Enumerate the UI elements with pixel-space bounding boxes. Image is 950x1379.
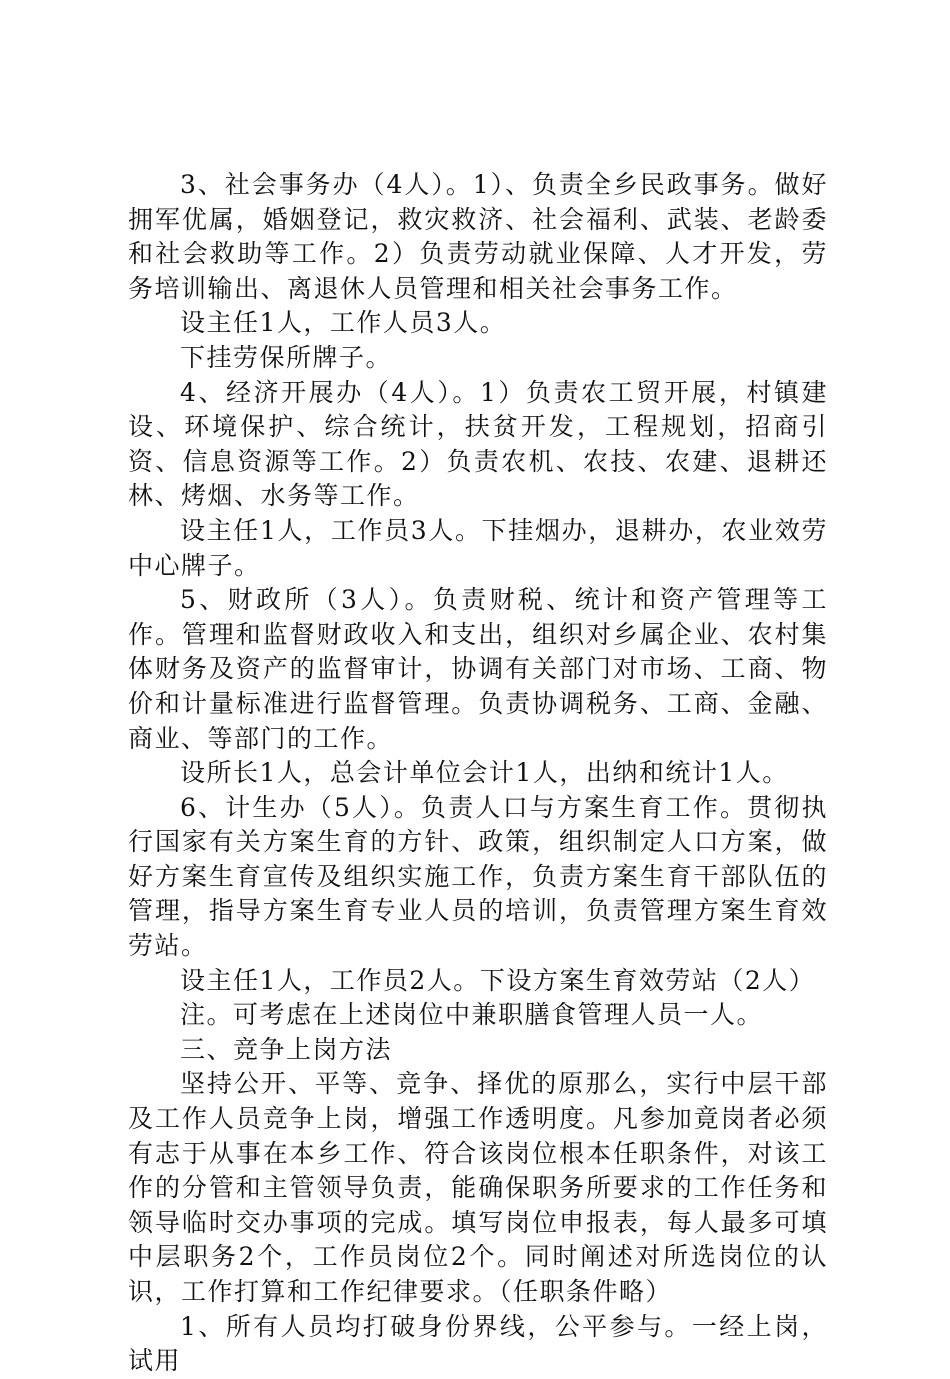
paragraph-economic-development-office: 4、经济开展办（4人）。1）负责农工贸开展，村镇建设、环境保护、综合统计，扶贫开发，工程规划，招商引资、信息资源等工作。2）负责农机、农技、农建、退耕还林、烤烟、水务等工作。 — [128, 377, 828, 511]
paragraph-finance-office: 5、财政所（3人）。负责财税、统计和资产管理等工作。管理和监督财政收入和支出，组织对乡属企业、农村集体财务及资产的监督审计，协调有关部门对市场、工商、物价和计量标准进行监督管理。负责协调税务、工商、金融、商业、等部门的工作。 — [128, 585, 828, 753]
paragraph-economic-development-staffing: 设主任1人，工作员3人。下挂烟办，退耕办，农业效劳中心牌子。 — [128, 515, 828, 580]
paragraph-note: 注。可考虑在上述岗位中兼职膳食管理人员一人。 — [180, 1000, 764, 1030]
paragraph-social-affairs-office: 3、社会事务办（4人）。1）、负责全乡民政事务。做好拥军优属，婚姻登记，救灾救济、社会福利、武装、老龄委和社会救助等工作。2）负责劳动就业保障、人才开发，劳务培训输出、离退休人员管理和相关社会事务工作。 — [128, 170, 828, 303]
paragraph-item-1: 1、所有人员均打破身份界线，公平参与。一经上岗，试用 — [128, 1311, 828, 1376]
paragraph-competition-principles: 坚持公开、平等、竞争、择优的原那么，实行中层干部及工作人员竞争上岗，增强工作透明度。凡参加竟岗者必须有志于从事在本乡工作、符合该岗位根本任职条件，对该工作的分管和主管领导负责，能确保职务所要求的工作任务和领导临时交办事项的完成。填写岗位申报表，每人最多可填中层职务2个，工作员岗位2个。同时阐述对所选岗位的认识，工作打算和工作纪律要求。（任职条件略） — [128, 1069, 828, 1306]
document-body — [128, 168, 828, 1379]
paragraph-social-affairs-staffing: 设主任1人，工作人员3人。 — [180, 308, 507, 338]
paragraph-family-planning-office: 6、计生办（5人）。负责人口与方案生育工作。贯彻执行国家有关方案生育的方针、政策，组织制定人口方案，做好方案生育宣传及组织实施工作，负责方案生育干部队伍的管理，指导方案生育专业人员的培训，负责管理方案生育效劳站。 — [128, 792, 828, 961]
paragraph-family-planning-staffing: 设主任1人，工作员2人。下设方案生育效劳站（2人） — [180, 965, 816, 995]
paragraph-finance-staffing: 设所长1人，总会计单位会计1人，出纳和统计1人。 — [180, 758, 789, 788]
section-heading-competition-method: 三、竞争上岗方法 — [180, 1034, 393, 1064]
paragraph-labor-office-sign: 下挂劳保所牌子。 — [180, 342, 393, 372]
